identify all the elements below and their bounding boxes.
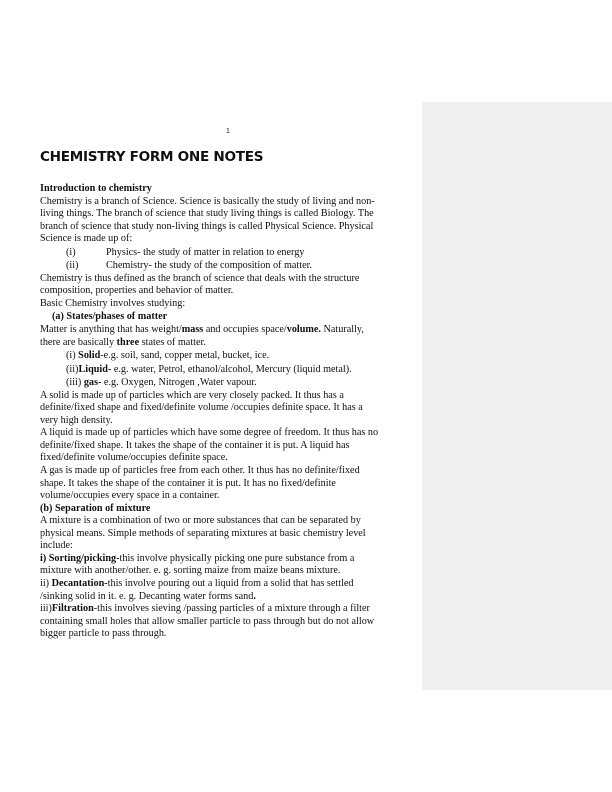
text-line: [40, 465, 420, 478]
document-title: CHEMISTRY FORM ONE NOTES: [40, 149, 264, 165]
text: fixed/definite volume/occupies definite space.: [40, 452, 228, 464]
text-line: [40, 183, 420, 196]
text-line: [40, 603, 420, 616]
text-line: [40, 364, 420, 377]
bold-text: (b) Separation of mixture: [40, 502, 151, 514]
text: physical means. Simple methods of separating mixtures at basic chemistry level: [40, 527, 366, 539]
text-line: [40, 427, 420, 440]
text-line: [40, 285, 420, 298]
text: Chemistry is thus defined as the branch of science that deals with the structure: [40, 272, 360, 284]
text-line: [40, 233, 420, 246]
text: volume/occupies every space in a container.: [40, 490, 220, 502]
document-body: [40, 183, 420, 641]
text-line: [40, 540, 420, 553]
text: composition, properties and behavior of matter.: [40, 285, 234, 297]
text-line: [40, 208, 420, 221]
text-line: [40, 452, 420, 465]
text: A gas is made up of particles free from each other. It thus has no definite/fixed: [40, 465, 360, 477]
text: this involve physically picking one pure substance from a: [119, 552, 355, 564]
text: very high density.: [40, 414, 113, 426]
text: Matter is anything that has weight/: [40, 324, 182, 336]
text-line: [40, 311, 420, 324]
text: states of matter.: [139, 336, 206, 348]
bold-text: gas-: [83, 377, 102, 389]
text: A solid is made up of particles which are very closely packed. It thus has a: [40, 389, 344, 401]
text: this involve pouring out a liquid from a solid that has settled: [107, 577, 354, 589]
text: include:: [40, 540, 73, 552]
text-line: [40, 273, 420, 286]
text: definite/fixed shape and fixed/definite volume /occupies definite space. It has a: [40, 402, 363, 414]
text-line: [40, 377, 420, 390]
text-line: [40, 578, 420, 591]
text: e.g. Oxygen, Nitrogen ,Water vapour.: [101, 377, 257, 389]
text: (iii): [66, 377, 84, 389]
text: Chemistry is a branch of Science. Science is basically the study of living and non-: [40, 195, 375, 207]
text-line: [40, 196, 420, 209]
text: living things. The branch of science that study living things is called Biology. The: [40, 208, 374, 220]
text: iii): [40, 603, 52, 615]
text: branch of science that study non-living things is called Physical Science. Physical: [40, 220, 374, 232]
text: containing small holes that allow smaller particle to pass through but do not allow: [40, 615, 375, 627]
text: Physics- the study of matter in relation to energy: [106, 246, 305, 258]
text-line: [40, 402, 420, 415]
text: shape. It takes the shape of the container it is put. It has no fixed/definite: [40, 477, 336, 489]
text-line: [40, 478, 420, 491]
text-line: [40, 490, 420, 503]
text: there are basically: [40, 336, 117, 348]
text-line: [40, 503, 420, 516]
comment-margin-pane: [422, 102, 612, 690]
text-line: [40, 440, 420, 453]
text-line: [40, 628, 420, 641]
text: mixture with another/other. e. g. sorting maize from maize beans mixture.: [40, 565, 341, 577]
text: Science is made up of:: [40, 233, 133, 245]
text: (i): [66, 350, 79, 362]
text-line: [40, 390, 420, 403]
text-line: [40, 298, 420, 311]
text-line: [40, 247, 420, 260]
bold-text: Solid: [78, 350, 101, 362]
bold-text: three: [116, 336, 140, 348]
text: ii): [40, 577, 52, 589]
list-marker: (ii): [66, 260, 79, 272]
bold-text: Liquid-: [78, 363, 112, 375]
text-line: [40, 260, 420, 273]
text-line: [40, 565, 420, 578]
text-line: [40, 415, 420, 428]
bold-text: Filtration: [51, 603, 94, 615]
text: Basic Chemistry involves studying:: [40, 297, 186, 309]
bold-text: i) Sorting/picking-: [40, 552, 120, 564]
page-number: 1: [226, 128, 230, 135]
text-line: [40, 350, 420, 363]
list-marker: (i): [66, 246, 76, 258]
bold-text: Introduction to chemistry: [40, 183, 152, 194]
text-line: [40, 591, 420, 604]
text-line: [40, 324, 420, 337]
bold-text: Decantation-: [51, 577, 108, 589]
bold-text: volume.: [286, 324, 321, 336]
text-line: [40, 515, 420, 528]
text: bigger particle to pass through.: [40, 628, 167, 640]
text: -e.g. soil, sand, copper metal, bucket, ice.: [100, 350, 270, 362]
bold-text: .: [253, 590, 256, 602]
text: and occupies space/: [203, 324, 287, 336]
text: /sinking solid in it. e. g. Decanting water forms sand: [40, 590, 254, 602]
text: definite/fixed shape. It takes the shape of the container it is put. A liquid has: [40, 439, 350, 451]
text: (ii): [66, 363, 79, 375]
text: e.g. water, Petrol, ethanol/alcohol, Mercury (liquid metal).: [111, 363, 352, 375]
text: Chemistry- the study of the composition of matter.: [106, 260, 312, 272]
text-line: [40, 337, 420, 350]
text: A liquid is made up of particles which have some degree of freedom. It thus has no: [40, 427, 379, 439]
text-line: [40, 528, 420, 541]
bold-text: mass: [181, 324, 204, 336]
text-line: [40, 616, 420, 629]
bold-text: (a) States/phases of matter: [52, 311, 168, 323]
text: A mixture is a combination of two or more substances that can be separated by: [40, 515, 361, 527]
text-line: [40, 221, 420, 234]
text: Naturally,: [320, 324, 364, 336]
text-line: [40, 553, 420, 566]
text: -this involves sieving /passing particles of a mixture through a filter: [93, 603, 370, 615]
